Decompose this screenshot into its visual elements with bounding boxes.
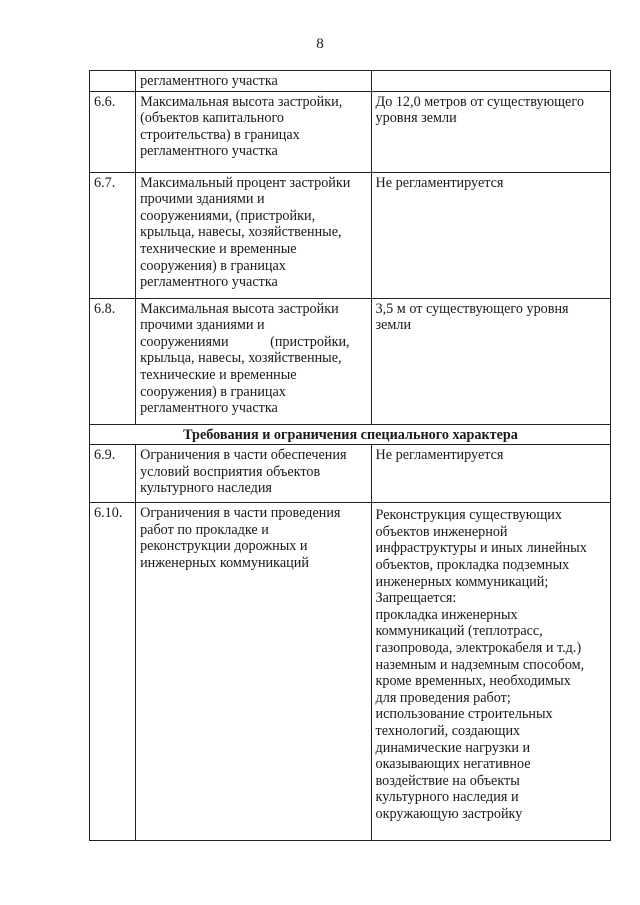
row-value-cell [371,503,610,841]
value-line: воздействие на объекты [375,772,520,789]
description-line: крыльца, навесы, хозяйственные, [140,224,342,241]
table-row [90,445,611,503]
description-line: сооружениями, (пристройки, [140,207,316,224]
row-number-cell: 6.7. [90,172,136,298]
description-line: прочими зданиями и [140,191,265,208]
description-line: Ограничения в части проведения [140,505,341,522]
value-line: инфраструктуры и иных линейных [375,540,587,557]
description-line: работ по прокладке и [140,521,269,538]
value-line: кроме временных, необходимых [375,673,571,690]
row-description-cell [136,91,371,172]
row-description-cell [136,445,371,503]
value-line: объектов, прокладка подземных [375,556,570,573]
value-line: для проведения работ; [375,689,511,706]
description-line: сооружения) в границах [140,383,286,400]
value-line: 3,5 м от существующего уровня [375,300,569,317]
row-value-cell [371,91,610,172]
row-value-cell [371,298,610,424]
value-line: До 12,0 метров от существующего [375,93,584,110]
row-description-cell [136,71,371,92]
description-line: строительства) в границах [140,126,300,143]
table-row [90,71,611,92]
description-line: регламентного участка [140,73,278,89]
description-line: регламентного участка [140,400,278,417]
value-line: объектов инженерной [375,523,508,540]
row-number-cell: 6.6. [90,91,136,172]
description-line: прочими зданиями и [140,317,265,334]
value-line: Не регламентируется [375,447,504,464]
row-value-cell [371,172,610,298]
row-number-cell: 6.9. [90,445,136,503]
value-line: газопровода, электрокабеля и т.д.) [375,639,582,656]
value-line: уровня земли [375,110,457,127]
value-line: прокладка инженерных [375,606,518,623]
description-line: культурного наследия [140,480,272,497]
value-line: культурного наследия и [375,789,519,806]
description-line: крыльца, навесы, хозяйственные, [140,350,342,367]
value-line: Запрещается: [375,590,457,607]
description-line: Ограничения в части обеспечения [140,447,347,464]
description-line: реконструкции дорожных и [140,538,308,555]
row-value-cell [371,71,610,92]
value-line: коммуникаций (теплотрасс, [375,623,543,640]
row-description-cell [136,503,371,841]
description-line: регламентного участка [140,143,278,160]
description-line: технические и временные [140,366,297,383]
table-row [90,91,611,172]
row-description-cell [136,298,371,424]
row-description-cell [136,172,371,298]
description-line: регламентного участка [140,274,278,291]
value-line: технологий, создающих [375,722,521,739]
description-line: инженерных коммуникаций [140,554,309,571]
description-line: Максимальная высота застройки, [140,93,343,110]
value-line: динамические нагрузки и [375,739,531,756]
row-number-cell: 6.10. [90,503,136,841]
table-row [90,298,611,424]
row-number-cell: 6.8. [90,298,136,424]
value-line: земли [375,317,412,334]
description-line: Максимальная высота застройки [140,300,339,317]
row-number-cell [90,71,136,92]
table-row [90,172,611,298]
row-value-cell [371,445,610,503]
table-row [90,503,611,841]
description-line: технические и временные [140,240,297,257]
description-line: сооружения) в границах [140,257,286,274]
description-line: (объектов капитального [140,110,285,127]
value-line: окружающую застройку [375,805,523,822]
value-line: инженерных коммуникаций; [375,573,549,590]
value-line: оказывающих негативное [375,756,531,773]
regulation-table [89,70,611,841]
description-line: сооружениями (пристройки, [140,333,350,350]
value-line: Не регламентируется [375,174,504,191]
value-line: использование строительных [375,706,553,723]
value-line: Реконструкция существующих [375,507,562,524]
description-line: условий восприятия объектов [140,463,321,480]
section-header-row [90,424,611,445]
description-line: Максимальный процент застройки [140,174,351,191]
value-line: наземным и надземным способом, [375,656,585,673]
section-header: Требования и ограничения специального характера [90,424,611,445]
page-number: 8 [316,36,324,52]
